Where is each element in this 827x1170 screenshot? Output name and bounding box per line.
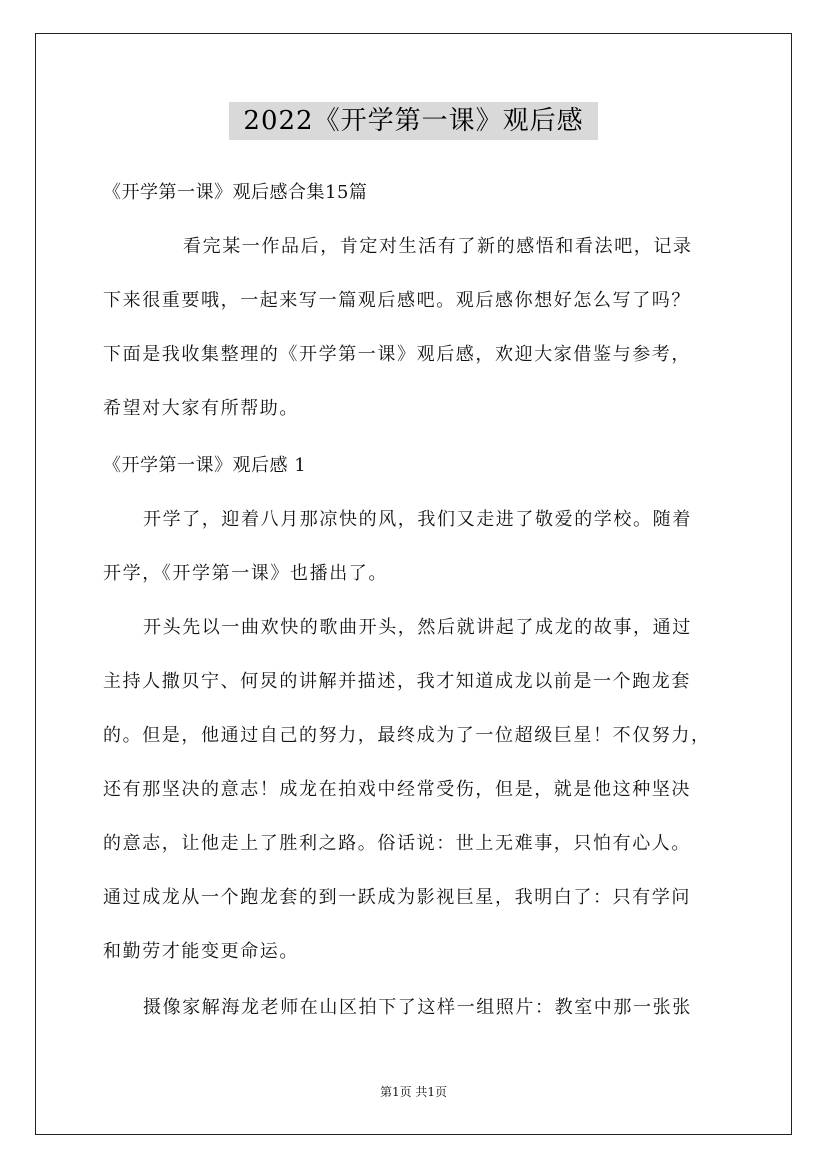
paragraph-line: 开头先以一曲欢快的歌曲开头，然后就讲起了成龙的故事，通过 <box>143 617 692 638</box>
paragraph-line: 开学，《开学第一课》也播出了。 <box>103 563 388 584</box>
paragraph-line: 和勤劳才能变更命运。 <box>103 941 299 962</box>
intro-line: 下来很重要哦，一起来写一篇观后感吧。观后感你想好怎么写了吗？ <box>103 290 691 311</box>
document-subtitle: 《开学第一课》观后感合集15篇 <box>103 182 368 203</box>
document-title: 2022《开学第一课》观后感 <box>229 102 598 140</box>
paragraph-line: 通过成龙从一个跑龙套的到一跃成为影视巨星，我明白了：只有学问 <box>103 887 691 908</box>
section-heading: 《开学第一课》观后感 1 <box>103 455 307 476</box>
paragraph-line: 开学了，迎着八月那凉快的风，我们又走进了敬爱的学校。随着 <box>143 509 692 530</box>
paragraph-line: 的意志，让他走上了胜利之路。俗话说：世上无难事，只怕有心人。 <box>103 833 691 854</box>
paragraph-line: 主持人撒贝宁、何炅的讲解并描述，我才知道成龙以前是一个跑龙套 <box>103 671 691 692</box>
paragraph-line: 还有那坚决的意志！成龙在拍戏中经常受伤，但是，就是他这种坚决 <box>103 779 691 800</box>
page-footer: 第1页 共1页 <box>379 1085 448 1099</box>
paragraph-line: 的。但是，他通过自己的努力，最终成为了一位超级巨星！不仅努力， <box>103 725 711 746</box>
intro-line: 希望对大家有所帮助。 <box>103 398 299 419</box>
intro-line: 下面是我收集整理的《开学第一课》观后感，欢迎大家借鉴与参考， <box>103 344 691 365</box>
paragraph-line: 摄像家解海龙老师在山区拍下了这样一组照片：教室中那一张张 <box>143 997 692 1018</box>
intro-line: 看完某一作品后，肯定对生活有了新的感悟和看法吧，记录 <box>183 236 693 257</box>
